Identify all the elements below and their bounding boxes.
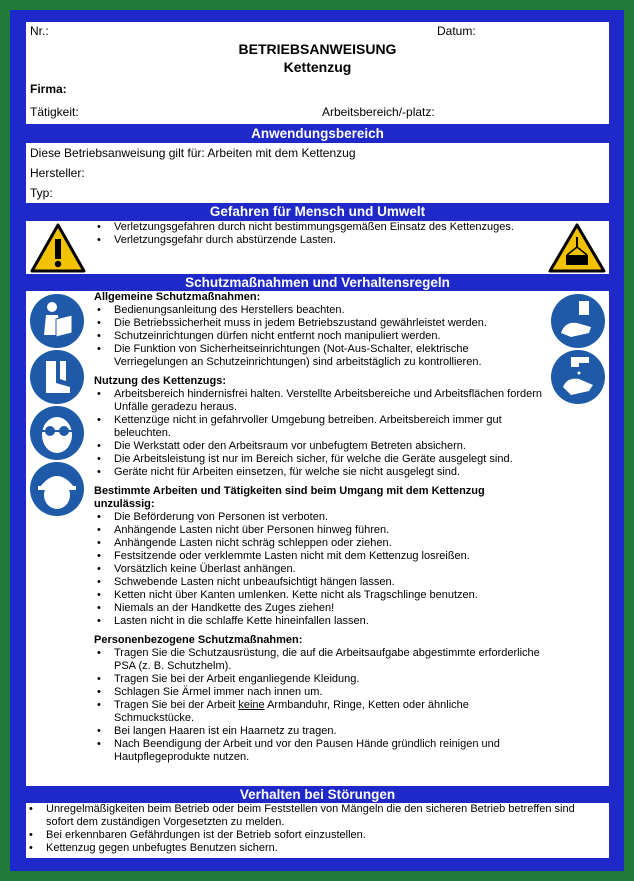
arbeitsbereich-label: Arbeitsbereich/-platz: [322,105,435,119]
keine-word: keine [238,699,265,711]
anwendung-box [26,143,609,203]
list-item: • Lasten nicht in die schlaffe Kette hineinfallen lassen. [94,615,544,628]
firma-label: Firma: [30,82,67,96]
gefahren-list [94,221,544,247]
list-item: • Bei langen Haaren ist ein Haarnetz zu tragen. [94,725,544,738]
nutzung-list [94,388,544,479]
allgemein-heading: Allgemeine Schutzmaßnahmen: [94,291,261,303]
list-item: • Die Beförderung von Personen ist verboten. [94,511,544,524]
list-item: • Geräte nicht für Arbeiten einsetzen, für welche sie nicht ausgelegt sind. [94,466,544,479]
list-item: • Tragen Sie bei der Arbeit enganliegende Kleidung. [94,673,544,686]
taetigkeit-label: Tätigkeit: [30,105,79,119]
list-item: • Die Betriebssicherheit muss in jedem Betriebszustand gewährleistet werden. [94,317,544,330]
gefahren-box [26,221,609,274]
list-item: • Nach Beendigung der Arbeit und vor den Pausen Hände gründlich reinigen und Hautpflegeprodukte nutzen. [94,738,544,764]
list-item: • Ketten nicht über Kanten umlenken. Kette nicht als Tragschlinge benutzen. [94,589,544,602]
safety-goggles-icon [28,405,86,461]
allgemein-list [94,304,544,369]
suspended-load-warning-icon [548,223,606,273]
list-item: • Schlagen Sie Ärmel immer nach innen um. [94,686,544,699]
keine-pre: Tragen Sie bei der Arbeit [114,699,239,711]
list-item: • Verletzungsgefahr durch abstürzende Lasten. [94,234,544,247]
list-item: • Bei erkennbaren Gefährdungen ist der Betrieb sofort einzustellen. [26,829,604,842]
anwendung-line: Diese Betriebsanweisung gilt für: Arbeiten mit dem Kettenzug [30,146,356,160]
datum-label: Datum: [437,24,476,38]
person-heading: Personenbezogene Schutzmaßnahmen: [94,634,303,646]
gefahren-heading: Gefahren für Mensch und Umwelt [26,203,609,220]
page-subtitle: Kettenzug [283,59,352,75]
list-item: • Die Arbeitsleistung ist nur im Bereich sicher, für welche die Geräte ausgelegt sind. [94,453,544,466]
read-manual-icon [28,293,86,349]
schutz-heading: Schutzmaßnahmen und Verhaltensregeln [26,274,609,291]
list-item: • Festsitzende oder verklemmte Lasten nicht mit dem Kettenzug losreißen. [94,550,544,563]
stoerungen-list [26,803,604,855]
list-item: • Niemals an der Handkette des Zuges ziehen! [94,602,544,615]
bestimmte-heading: Bestimmte Arbeiten und Tätigkeiten sind beim Umgang mit dem Kettenzug unzulässig: [94,485,485,510]
schutz-box [26,291,609,786]
general-warning-icon [30,223,86,273]
schutz-content [94,291,544,764]
person-list [94,647,544,764]
list-item [94,699,544,725]
hard-hat-icon [28,461,86,517]
list-item: • Unregelmäßigkeiten beim Betrieb oder beim Feststellen von Mängeln die den sicheren Betrieb betreffen sind sofort dem zuständigen Vorgesetzten zu melden. [26,803,604,829]
list-item: • Verletzungsgefahren durch nicht bestimmungsgemäßen Einsatz des Kettenzuges. [94,221,544,234]
keine-post: Armbanduhr, Ringe, Ketten oder ähnliche Schmuckstücke. [114,699,469,724]
list-item: • Arbeitsbereich hindernisfrei halten. Verstellte Arbeitsbereiche und Arbeitsflächen fordern Unfälle geradezu heraus. [94,388,544,414]
anwendung-heading: Anwendungsbereich [26,125,609,142]
bestimmte-list [94,511,544,628]
hand-wash-icon [549,349,607,405]
hand-cream-icon [549,293,607,349]
list-item: • Vorsätzlich keine Überlast anhängen. [94,563,544,576]
stoerungen-box [26,803,609,858]
page-title: BETRIEBSANWEISUNG [238,41,397,57]
list-item: • Bedienungsanleitung des Herstellers beachten. [94,304,544,317]
list-item: • Anhängende Lasten nicht schräg schleppen oder ziehen. [94,537,544,550]
list-item: • Tragen Sie die Schutzausrüstung, die auf die Arbeitsaufgabe abgestimmte erforderliche PSA (z. B. Schutzhelm). [94,647,544,673]
safety-boots-icon [28,349,86,405]
list-item: • Anhängende Lasten nicht über Personen hinweg führen. [94,524,544,537]
list-item: • Schwebende Lasten nicht unbeaufsichtigt hängen lassen. [94,576,544,589]
list-item: • Schutzeinrichtungen dürfen nicht entfernt noch manipuliert werden. [94,330,544,343]
header-box [26,22,609,124]
nr-label: Nr.: [30,24,49,38]
list-item: • Die Werkstatt oder den Arbeitsraum vor unbefugtem Betreten absichern. [94,440,544,453]
hersteller-label: Hersteller: [30,166,85,180]
stoerungen-heading: Verhalten bei Störungen [26,786,609,803]
list-item: • Die Funktion von Sicherheitseinrichtungen (Not-Aus-Schalter, elektrische Verriegelungen an Schutzeinrichtungen) sind arbeitstäglich zu kontrollieren. [94,343,544,369]
list-item: • Kettenzüge nicht in gefahrvoller Umgebung betreiben. Arbeitsbereich immer gut beleuchten. [94,414,544,440]
nutzung-heading: Nutzung des Kettenzugs: [94,375,226,387]
list-item: • Kettenzug gegen unbefugtes Benutzen sichern. [26,842,604,855]
typ-label: Typ: [30,186,53,200]
